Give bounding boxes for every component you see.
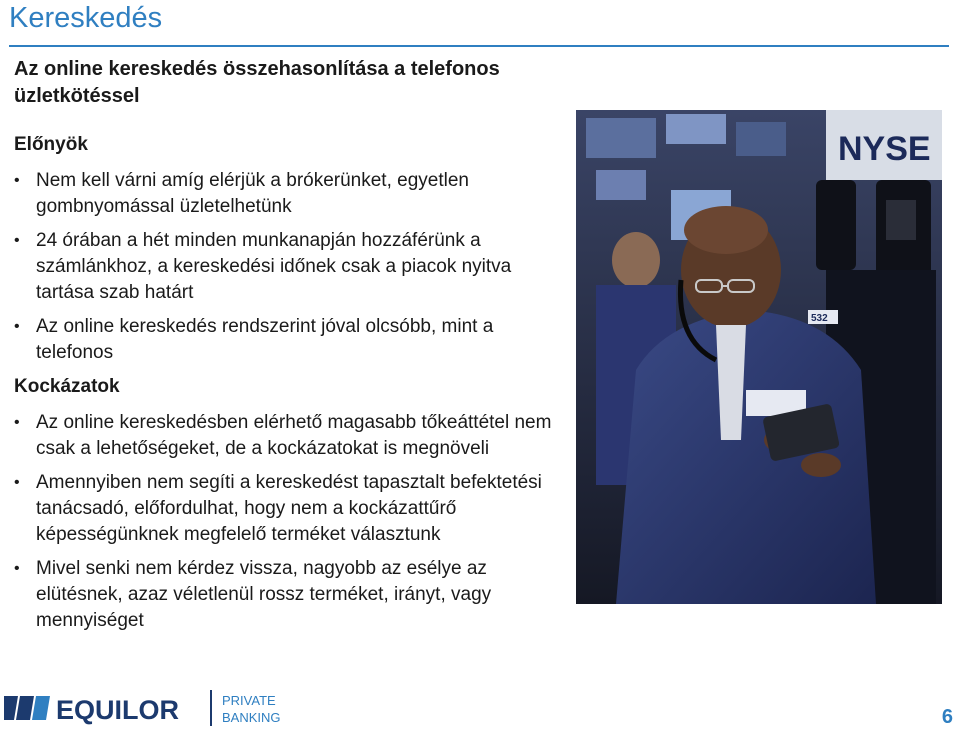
list-item: • Az online kereskedés rendszerint jóval olcsóbb, mint a telefonos xyxy=(14,314,574,366)
slide-title: Kereskedés xyxy=(9,2,163,34)
division-line2: BANKING xyxy=(222,710,281,725)
list-item: • Az online kereskedésben elérhető magasabb tőkeáttétel nem csak a lehetőségeket, de a kockázatokat is megnöveli xyxy=(14,410,574,462)
advantages-heading: Előnyök xyxy=(14,134,88,155)
slide-subtitle: Az online kereskedés összehasonlítása a telefonos üzletkötéssel xyxy=(14,58,500,107)
trader-photo xyxy=(576,110,942,604)
title-divider xyxy=(9,45,949,47)
division-line1: PRIVATE xyxy=(222,693,276,708)
risks-heading: Kockázatok xyxy=(14,376,120,397)
badge-number: 532 xyxy=(811,313,828,324)
nyse-sign-text: NYSE xyxy=(838,130,931,168)
list-item: • Amennyiben nem segíti a kereskedést tapasztalt befektetési tanácsadó, előfordulhat, hogy nem a kockázattűrő képességünknek megfelelő terméket választunk xyxy=(14,470,574,548)
brand-name: EQUILOR xyxy=(56,695,180,725)
list-item: • 24 órában a hét minden munkanapján hozzáférünk a számlánkhoz, a kereskedési időnek csak a piacok nyitva tartása szab határt xyxy=(14,228,574,306)
risks-list xyxy=(14,410,574,642)
page-number: 6 xyxy=(941,706,953,728)
advantages-list xyxy=(14,168,574,374)
list-item: • Nem kell várni amíg elérjük a brókerünket, egyetlen gombnyomással üzletelhetünk xyxy=(14,168,574,220)
equilor-logo xyxy=(4,690,324,726)
list-item: • Mivel senki nem kérdez vissza, nagyobb az esélye az elütésnek, azaz véletlenül rossz terméket, irányt, vagy mennyiséget xyxy=(14,556,574,634)
